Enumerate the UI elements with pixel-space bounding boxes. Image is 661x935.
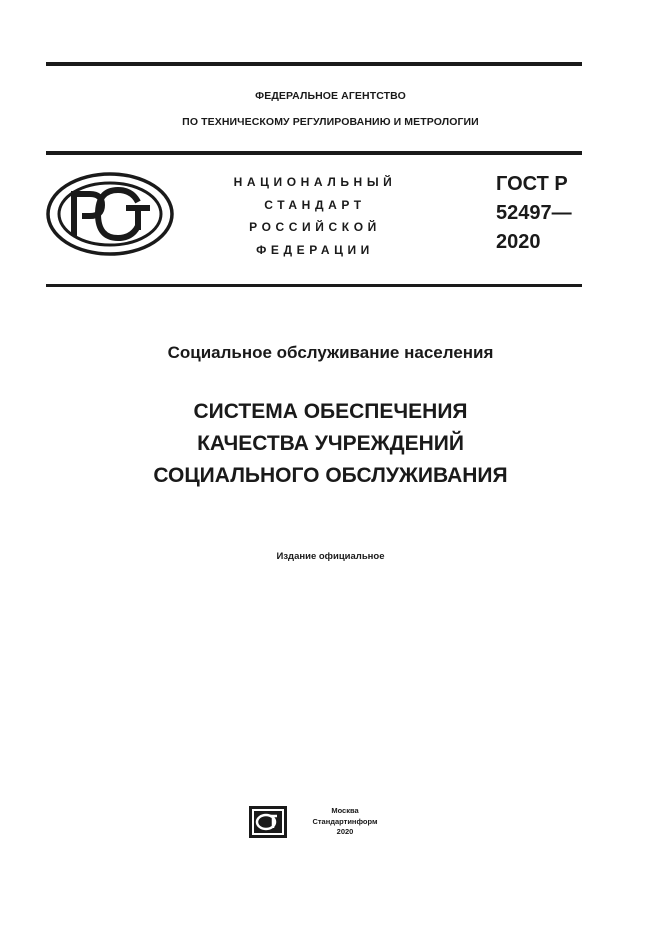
standartinform-logo-icon (249, 806, 287, 838)
standard-type-line: ФЕДЕРАЦИИ (256, 242, 374, 257)
standard-type-line: СТАНДАРТ (264, 197, 366, 212)
standard-code (496, 170, 572, 257)
agency-line-2: ПО ТЕХНИЧЕСКОМУ РЕГУЛИРОВАНИЮ И МЕТРОЛОГИИ (182, 116, 479, 128)
title-line: КАЧЕСТВА УЧРЕЖДЕНИЙ (197, 432, 464, 455)
publisher-name: Стандартинформ (312, 816, 378, 826)
publisher-year: 2020 (336, 827, 354, 836)
agency-line-1: ФЕДЕРАЛЬНОЕ АГЕНТСТВО (255, 90, 406, 102)
standard-code-line: ГОСТ Р (496, 173, 568, 195)
top-rule (46, 62, 582, 66)
rst-certification-logo-icon (46, 172, 174, 256)
publisher-city: Москва (331, 806, 359, 815)
title-line: СОЦИАЛЬНОГО ОБСЛУЖИВАНИЯ (153, 464, 508, 487)
edition-label: Издание официальное (276, 551, 385, 562)
document-title (0, 396, 661, 492)
document-subject: Социальное обслуживание населения (167, 343, 494, 362)
title-line: СИСТЕМА ОБЕСПЕЧЕНИЯ (193, 400, 468, 423)
standard-code-line: 2020 (496, 231, 541, 253)
header-rule (46, 151, 582, 155)
standard-type-line: НАЦИОНАЛЬНЫЙ (233, 175, 397, 189)
publisher-info (305, 806, 385, 838)
standard-code-line: 52497— (496, 202, 572, 224)
divider-rule (46, 284, 582, 287)
standard-type-line: РОССИЙСКОЙ (249, 220, 381, 234)
standard-type (215, 171, 415, 261)
